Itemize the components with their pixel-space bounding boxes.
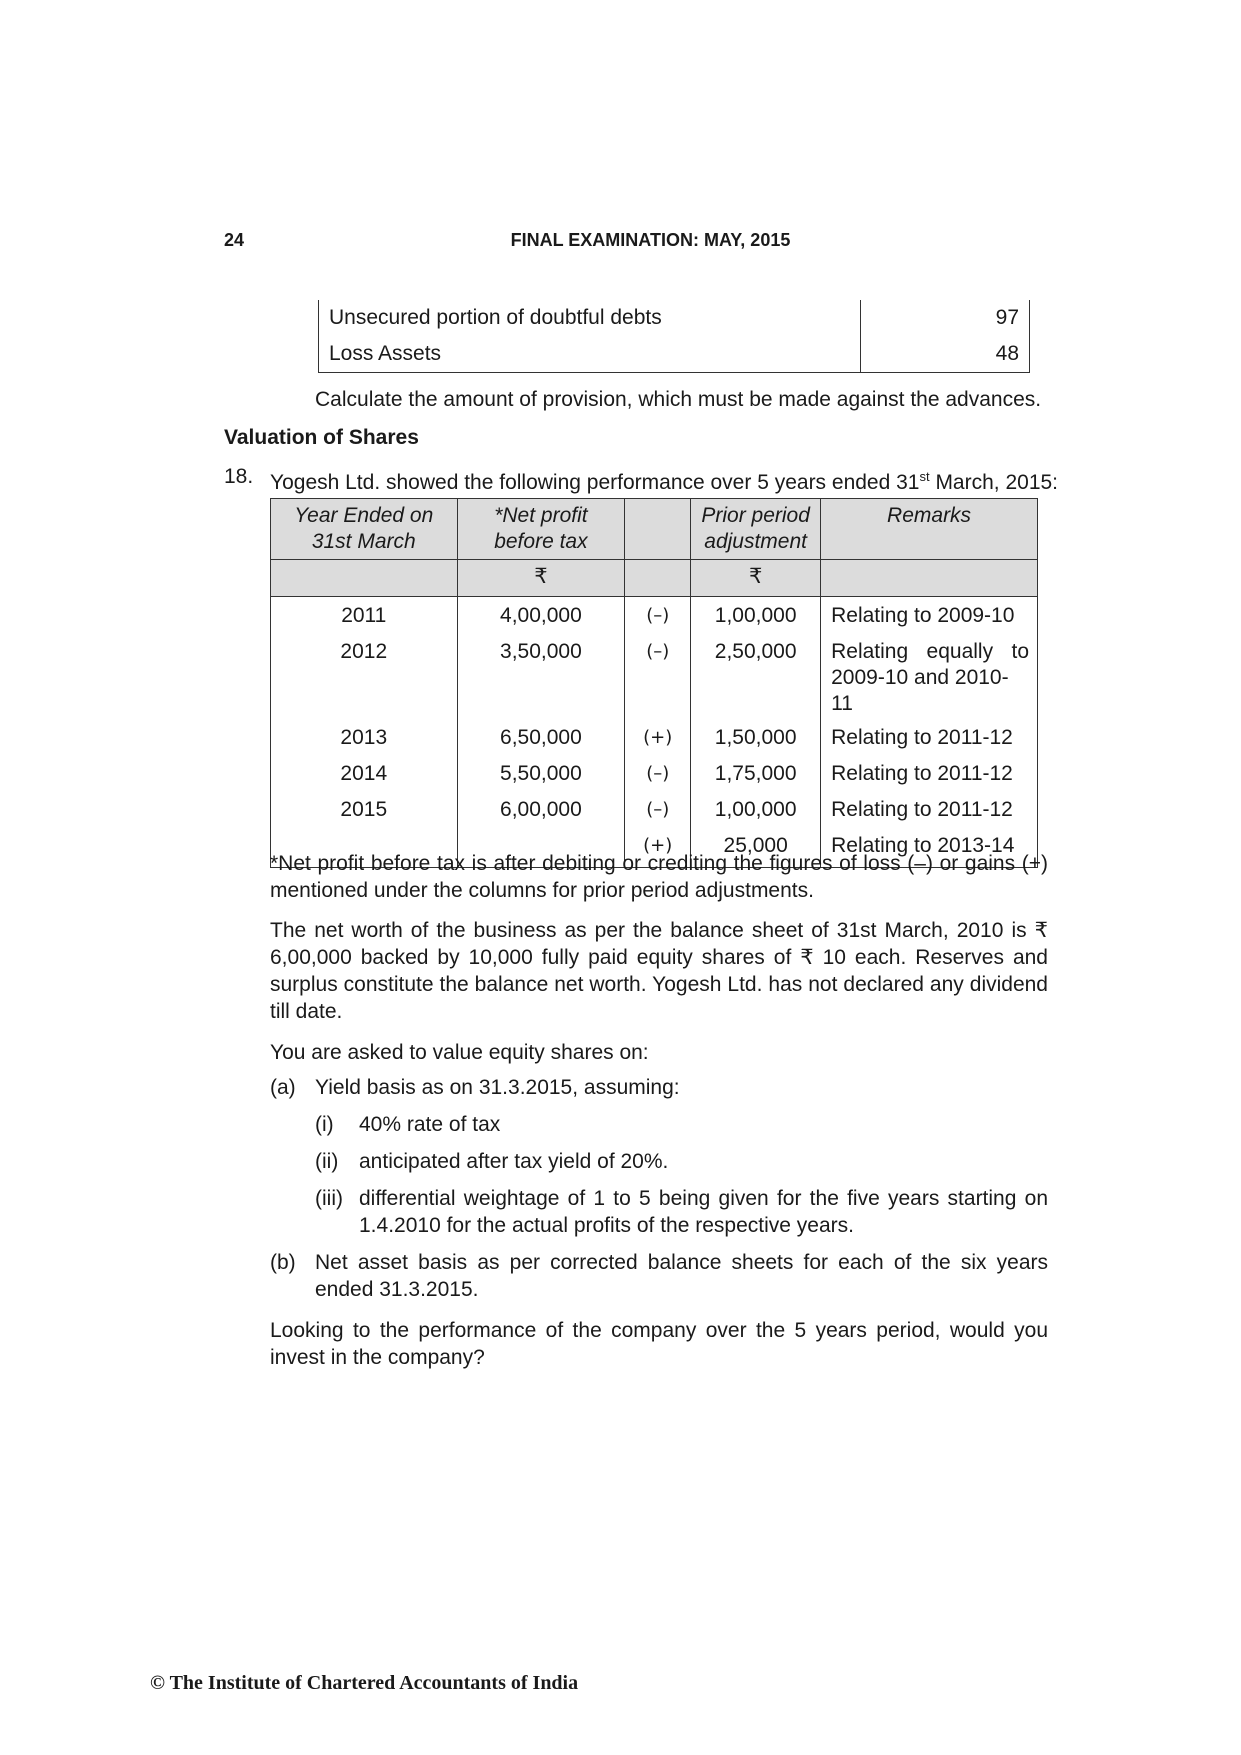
subpart-text: 40% rate of tax xyxy=(359,1113,501,1136)
year-cell: 2011 xyxy=(271,597,458,636)
part-text: Yield basis as on 31.3.2015, assuming: xyxy=(315,1076,680,1099)
question-intro: Yogesh Ltd. showed the following performance over 5 years ended 31st March, 2015: xyxy=(270,469,1059,494)
footnote: *Net profit before tax is after debiting or crediting the figures of loss (–) or gains (+) mentioned under the columns for prior period adjustments. xyxy=(270,852,1048,902)
section-heading: Valuation of Shares xyxy=(224,426,419,449)
column-header-adjustment: Prior period adjustment xyxy=(691,499,821,560)
profit-cell: 3,50,000 xyxy=(457,635,625,721)
sign-cell: (–) xyxy=(625,757,691,793)
adjustment-cell: 1,50,000 xyxy=(691,721,821,757)
column-header-profit: *Net profit before tax xyxy=(457,499,625,560)
units-row xyxy=(271,560,1038,597)
year-cell: 2015 xyxy=(271,793,458,829)
adjustment-cell: 1,00,000 xyxy=(691,793,821,829)
ask-line: You are asked to value equity shares on: xyxy=(270,1041,649,1064)
page-number: 24 xyxy=(224,230,245,250)
profit-cell: 6,00,000 xyxy=(457,793,625,829)
remarks-cell: Relating to 2009-10 xyxy=(821,597,1038,636)
row-value: 48 xyxy=(861,336,1030,373)
row-label: Unsecured portion of doubtful debts xyxy=(319,300,861,336)
instruction-text: Calculate the amount of provision, which must be made against the advances. xyxy=(315,388,1042,411)
footer-copyright: © The Institute of Chartered Accountants of India xyxy=(150,1672,579,1694)
remarks-cell: Relating to 2011-12 xyxy=(821,757,1038,793)
table-row xyxy=(271,635,1038,721)
table-row xyxy=(319,336,1030,373)
sign-cell: (–) xyxy=(625,793,691,829)
subpart-label: (ii) xyxy=(315,1150,339,1173)
partial-table xyxy=(318,300,1030,373)
row-label: Loss Assets xyxy=(319,336,861,373)
column-header-year: Year Ended on 31st March xyxy=(271,499,458,560)
table-row xyxy=(271,597,1038,636)
sign-cell: (–) xyxy=(625,597,691,636)
part-text: Net asset basis as per corrected balance sheets for each of the six years ended 31.3.2015. xyxy=(315,1251,1048,1301)
part-label: (a) xyxy=(270,1076,296,1099)
adjustment-cell: 25,000 xyxy=(691,829,821,868)
unit-cell xyxy=(821,560,1038,597)
sign-cell: (–) xyxy=(625,635,691,721)
adjustment-cell: 1,75,000 xyxy=(691,757,821,793)
net-worth-paragraph: The net worth of the business as per the balance sheet of 31st March, 2010 is ₹ 6,00,000 backed by 10,000 fully paid equity shares of ₹ 10 each. Reserves and surplus constitute the balance net worth. Yogesh Ltd. has not declared any dividend till date. xyxy=(270,919,1048,1023)
adjustment-cell: 2,50,000 xyxy=(691,635,821,721)
part-label: (b) xyxy=(270,1251,296,1274)
subpart-text: differential weightage of 1 to 5 being given for the five years starting on 1.4.2010 for the actual profits of the respective years. xyxy=(359,1187,1048,1237)
unit-cell xyxy=(271,560,458,597)
year-cell: 2013 xyxy=(271,721,458,757)
profit-cell: 4,00,000 xyxy=(457,597,625,636)
adjustment-cell: 1,00,000 xyxy=(691,597,821,636)
running-header: FINAL EXAMINATION: MAY, 2015 xyxy=(510,230,791,250)
rupee-icon: ₹ xyxy=(691,560,821,597)
subpart-text: anticipated after tax yield of 20%. xyxy=(359,1150,669,1173)
row-value: 97 xyxy=(861,300,1030,336)
remarks-cell: Relating equally to 2009-10 and 2010-11 xyxy=(821,635,1038,721)
column-header-sign xyxy=(625,499,691,560)
question-number: 18. xyxy=(224,465,254,488)
profit-cell: 6,50,000 xyxy=(457,721,625,757)
rupee-icon: ₹ xyxy=(457,560,625,597)
remarks-cell: Relating to 2011-12 xyxy=(821,721,1038,757)
header-row xyxy=(271,499,1038,560)
subpart-label: (i) xyxy=(315,1113,334,1136)
unit-cell xyxy=(625,560,691,597)
column-header-remarks: Remarks xyxy=(821,499,1038,560)
year-cell: 2012 xyxy=(271,635,458,721)
profit-cell: 5,50,000 xyxy=(457,757,625,793)
closing-question: Looking to the performance of the company over the 5 years period, would you invest in the company? xyxy=(270,1319,1048,1369)
remarks-cell: Relating to 2011-12 xyxy=(821,793,1038,829)
year-cell: 2014 xyxy=(271,757,458,793)
sign-cell: (+) xyxy=(625,721,691,757)
table-row xyxy=(271,793,1038,829)
remarks-cell: Relating to 2013-14 xyxy=(821,829,1038,868)
performance-table xyxy=(270,498,1038,868)
table-row xyxy=(271,757,1038,793)
table-row xyxy=(319,300,1030,336)
sign-cell: (+) xyxy=(625,829,691,868)
table-row xyxy=(271,721,1038,757)
subpart-label: (iii) xyxy=(315,1187,343,1210)
